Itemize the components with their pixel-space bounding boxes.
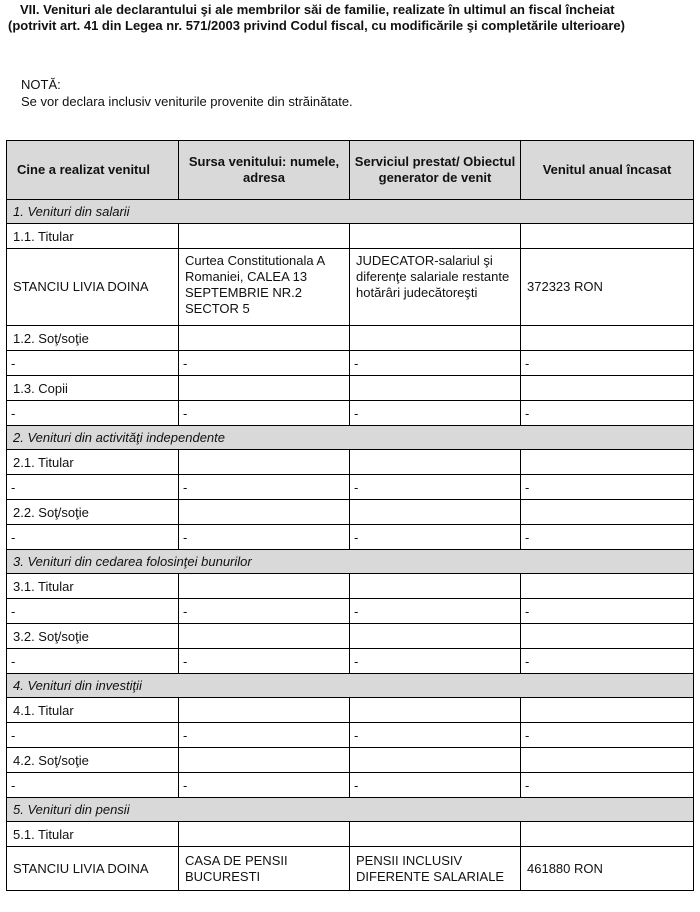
table-cell: - (7, 401, 179, 426)
table-row (7, 773, 694, 798)
table-cell: CASA DE PENSII BUCURESTI (179, 847, 350, 891)
table-row (7, 748, 694, 773)
table-cell: - (350, 351, 521, 376)
table-row (7, 351, 694, 376)
table-cell: 2.2. Soţ/soţie (7, 500, 179, 525)
table-cell: - (350, 525, 521, 550)
table-cell (179, 326, 350, 351)
table-row (7, 822, 694, 847)
header-serviciul: Serviciul prestat/ Obiectul generator de venit (350, 141, 521, 200)
table-cell: 372323 RON (521, 249, 694, 326)
table-cell: 4.1. Titular (7, 698, 179, 723)
table-cell (179, 624, 350, 649)
table-cell: - (7, 351, 179, 376)
table-cell (350, 326, 521, 351)
table-cell (521, 326, 694, 351)
table-cell: - (521, 599, 694, 624)
table-cell (179, 822, 350, 847)
table-cell (521, 624, 694, 649)
table-cell: PENSII INCLUSIV DIFERENTE SALARIALE (350, 847, 521, 891)
table-row (7, 249, 694, 326)
income-table (6, 140, 694, 891)
header-sursa: Sursa venitului: numele, adresa (179, 141, 350, 200)
table-cell: - (521, 401, 694, 426)
table-cell: - (521, 773, 694, 798)
table-cell: - (350, 773, 521, 798)
table-row (7, 326, 694, 351)
table-cell: - (350, 599, 521, 624)
table-row (7, 723, 694, 748)
table-cell: - (521, 475, 694, 500)
section-label: 2. Venituri din activităţi independente (7, 426, 694, 450)
section-title (8, 2, 694, 34)
section-row (7, 798, 694, 822)
table-cell: - (7, 525, 179, 550)
table-row (7, 475, 694, 500)
table-row (7, 450, 694, 475)
table-cell (350, 224, 521, 249)
section-row (7, 674, 694, 698)
table-row (7, 525, 694, 550)
table-row (7, 224, 694, 249)
table-cell: 3.1. Titular (7, 574, 179, 599)
table-row (7, 574, 694, 599)
note-label: NOTĂ: (21, 77, 61, 92)
note-text: Se vor declara inclusiv veniturile provenite din străinătate. (21, 94, 353, 109)
header-venitul: Venitul anual încasat (521, 141, 694, 200)
section-row (7, 200, 694, 224)
table-cell (350, 698, 521, 723)
table-cell: - (179, 475, 350, 500)
table-cell (521, 500, 694, 525)
table-header-row (7, 141, 694, 200)
table-cell: 461880 RON (521, 847, 694, 891)
table-cell: - (7, 475, 179, 500)
table-cell: - (521, 723, 694, 748)
table-cell (521, 822, 694, 847)
table-cell (350, 376, 521, 401)
table-cell (179, 574, 350, 599)
table-cell (350, 748, 521, 773)
table-cell: 1.2. Soţ/soţie (7, 326, 179, 351)
table-cell (521, 224, 694, 249)
table-body (7, 200, 694, 891)
table-cell (521, 574, 694, 599)
section-label: 3. Venituri din cedarea folosinţei bunurilor (7, 550, 694, 574)
table-cell: - (7, 649, 179, 674)
table-cell (350, 624, 521, 649)
table-cell: - (179, 351, 350, 376)
table-cell (350, 822, 521, 847)
table-cell: - (7, 773, 179, 798)
table-cell: - (521, 649, 694, 674)
table-cell (521, 376, 694, 401)
table-cell: - (350, 723, 521, 748)
table-cell (521, 748, 694, 773)
table-cell: STANCIU LIVIA DOINA (7, 847, 179, 891)
table-cell (179, 450, 350, 475)
table-cell (179, 698, 350, 723)
table-cell (179, 224, 350, 249)
section-row (7, 426, 694, 450)
table-cell: - (350, 649, 521, 674)
table-cell: - (521, 351, 694, 376)
table-cell: Curtea Constitutionala A Romaniei, CALEA 13 SEPTEMBRIE NR.2 SECTOR 5 (179, 249, 350, 326)
table-cell: STANCIU LIVIA DOINA (7, 249, 179, 326)
table-cell (179, 748, 350, 773)
table-cell (179, 500, 350, 525)
table-cell: 1.3. Copii (7, 376, 179, 401)
section-label: 1. Venituri din salarii (7, 200, 694, 224)
section-title-line2: (potrivit art. 41 din Legea nr. 571/2003 privind Codul fiscal, cu modificările şi completările ulterioare) (8, 18, 625, 33)
table-row (7, 847, 694, 891)
table-row (7, 401, 694, 426)
table-cell: - (7, 723, 179, 748)
table-cell: - (350, 401, 521, 426)
table-cell: - (7, 599, 179, 624)
section-title-line1: VII. Venituri ale declarantului şi ale membrilor săi de familie, realizate în ultimul an fiscal încheiat (20, 2, 615, 17)
table-cell: 2.1. Titular (7, 450, 179, 475)
table-cell: 5.1. Titular (7, 822, 179, 847)
header-cine: Cine a realizat venitul (7, 141, 179, 200)
table-row (7, 599, 694, 624)
table-row (7, 698, 694, 723)
table-cell (521, 450, 694, 475)
note-block (21, 76, 353, 110)
section-label: 4. Venituri din investiţii (7, 674, 694, 698)
table-row (7, 500, 694, 525)
table-cell: - (179, 649, 350, 674)
table-cell (521, 698, 694, 723)
table-row (7, 624, 694, 649)
table-cell (350, 500, 521, 525)
table-cell: - (179, 723, 350, 748)
table-cell: - (179, 773, 350, 798)
table-cell (350, 450, 521, 475)
table-cell (179, 376, 350, 401)
table-cell: 3.2. Soţ/soţie (7, 624, 179, 649)
section-label: 5. Venituri din pensii (7, 798, 694, 822)
section-row (7, 550, 694, 574)
table-cell: - (179, 599, 350, 624)
table-cell (350, 574, 521, 599)
table-cell: - (350, 475, 521, 500)
table-cell: - (179, 401, 350, 426)
table-cell: - (521, 525, 694, 550)
table-cell: 4.2. Soţ/soţie (7, 748, 179, 773)
table-cell: 1.1. Titular (7, 224, 179, 249)
table-cell: - (179, 525, 350, 550)
table-row (7, 649, 694, 674)
table-row (7, 376, 694, 401)
table-cell: JUDECATOR-salariul şi diferenţe salariale restante hotărâri judecătoreşti (350, 249, 521, 326)
